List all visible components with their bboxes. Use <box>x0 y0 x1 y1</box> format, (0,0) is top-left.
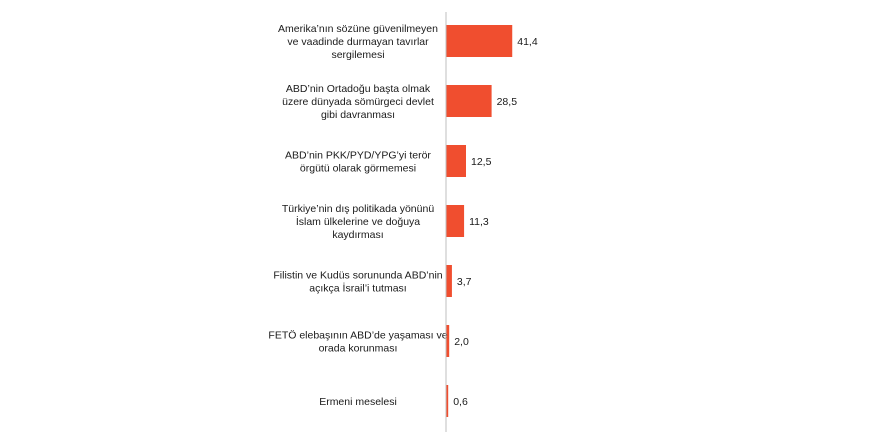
category-label-5 <box>273 270 442 295</box>
category-label-7 <box>319 396 397 408</box>
category-label-line: açıkça İsrail’i tutması <box>309 282 407 295</box>
category-label-line: üzere dünyada sömürgeci devlet <box>282 96 434 108</box>
category-label-line: İslam ülkelerine ve doğuya <box>295 216 421 228</box>
category-label-line: Ermeni meselesi <box>319 396 397 408</box>
bar-2 <box>446 85 492 117</box>
bar-5 <box>446 265 452 297</box>
value-label-2: 28,5 <box>496 96 518 108</box>
value-label-4: 11,3 <box>469 216 489 228</box>
category-label-line: FETÖ elebaşının ABD’de yaşaması ve <box>268 329 448 342</box>
category-label-4 <box>282 203 434 241</box>
category-labels <box>268 23 447 408</box>
category-label-line: kaydırması <box>332 229 384 241</box>
category-label-line: gibi davranması <box>320 109 396 121</box>
value-label-1: 41,4 <box>517 36 538 48</box>
category-label-1 <box>278 23 438 61</box>
category-label-6 <box>268 330 447 355</box>
category-label-line: ve vaadinde durmayan tavırlar <box>287 36 429 48</box>
category-label-line: Amerika’nın sözüne güvenilmeyen <box>278 23 438 35</box>
value-label-6: 2,0 <box>454 336 469 348</box>
category-label-2 <box>282 83 434 121</box>
category-label-line: sergilemesi <box>331 49 385 61</box>
value-label-7: 0,6 <box>453 396 468 408</box>
category-label-line: Türkiye’nin dış politikada yönünü <box>281 203 435 215</box>
category-label-line: Filistin ve Kudüs sorununda ABD’nin <box>273 269 443 282</box>
bar-3 <box>446 145 466 177</box>
category-label-line: orada korunması <box>318 342 398 355</box>
value-label-5: 3,7 <box>456 276 472 288</box>
category-label-line: ABD’nin PKK/PYD/YPG’yi terör <box>285 149 431 162</box>
bar-4 <box>446 205 464 237</box>
category-label-line: örgütü olarak görmemesi <box>299 162 417 175</box>
value-label-3: 12,5 <box>471 156 492 168</box>
category-label-line: ABD’nin Ortadoğu başta olmak <box>285 83 431 95</box>
bar-1 <box>446 25 512 57</box>
category-label-3 <box>285 150 431 175</box>
